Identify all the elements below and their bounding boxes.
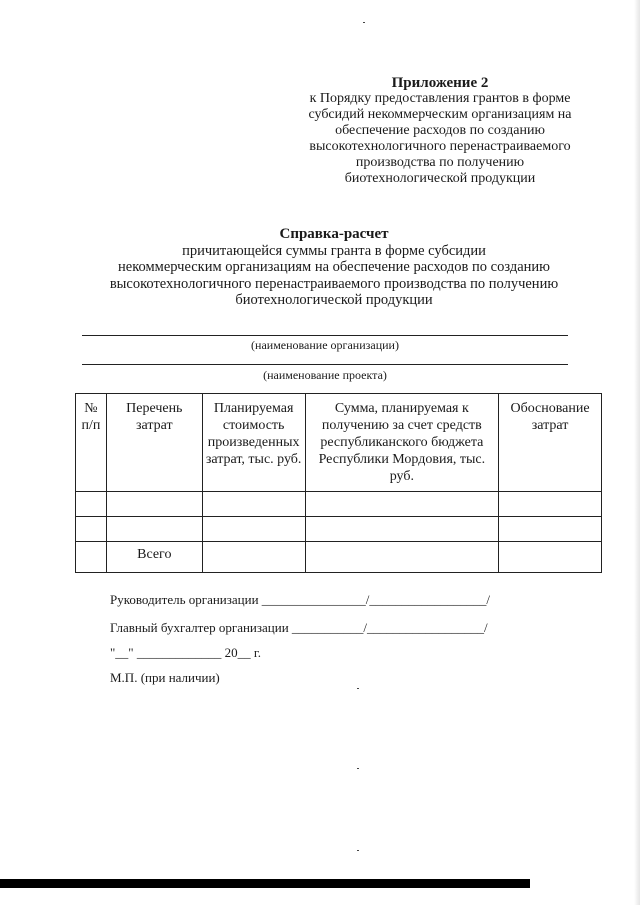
seal-note: М.П. (при наличии) bbox=[110, 670, 220, 685]
table-cell[interactable] bbox=[106, 492, 202, 517]
table-cell[interactable] bbox=[305, 542, 498, 573]
calculation-table bbox=[75, 393, 602, 573]
column-header-planned-cost: Планируемая стоимость произведенных затрат, тыс. руб. bbox=[202, 394, 305, 492]
organization-name-line[interactable] bbox=[82, 335, 568, 336]
scan-speck bbox=[363, 22, 365, 23]
scan-right-edge bbox=[634, 0, 640, 905]
scan-bottom-bar bbox=[0, 879, 530, 888]
appendix-block bbox=[285, 75, 595, 187]
heading-line: биотехнологической продукции bbox=[235, 292, 433, 308]
heading-line: некоммерческим организациям на обеспечение расходов по созданию bbox=[118, 259, 550, 275]
appendix-line: высокотехнологичного перенастраиваемого bbox=[309, 139, 571, 154]
table-total-row bbox=[76, 542, 602, 573]
appendix-line: обеспечение расходов по созданию bbox=[335, 123, 545, 138]
scan-speck bbox=[357, 768, 359, 769]
table-cell[interactable] bbox=[499, 542, 602, 573]
table-cell[interactable] bbox=[76, 492, 107, 517]
scan-speck bbox=[357, 688, 359, 689]
heading-line: высокотехнологичного перенастраиваемого производства по получению bbox=[109, 275, 559, 292]
accountant-signature-line: Главный бухгалтер организации ___________/__________________/ bbox=[110, 620, 488, 635]
table-cell[interactable] bbox=[76, 542, 107, 573]
scan-speck bbox=[357, 850, 359, 851]
table-cell[interactable] bbox=[202, 517, 305, 542]
table-cell[interactable] bbox=[305, 517, 498, 542]
table-cell[interactable] bbox=[202, 542, 305, 573]
appendix-line: производства по получению bbox=[355, 155, 525, 170]
column-header-budget-amount: Сумма, планируемая к получению за счет средств республиканского бюджета Республики Мордовия, тыс. руб. bbox=[305, 394, 498, 492]
appendix-line: к Порядку предоставления грантов в форме bbox=[309, 91, 571, 106]
project-name-caption: (наименование проекта) bbox=[263, 368, 387, 382]
table-header-row bbox=[76, 394, 602, 492]
project-name-line[interactable] bbox=[82, 364, 568, 365]
table-row bbox=[76, 517, 602, 542]
total-label: Всего bbox=[106, 542, 202, 573]
column-header-number: № п/п bbox=[76, 394, 107, 492]
table-cell[interactable] bbox=[76, 517, 107, 542]
appendix-line: субсидий некоммерческим организациям на bbox=[308, 107, 572, 122]
table-cell[interactable] bbox=[499, 492, 602, 517]
appendix-line: биотехнологической продукции bbox=[344, 171, 536, 186]
table-cell[interactable] bbox=[202, 492, 305, 517]
document-title: Справка-расчет bbox=[279, 226, 389, 242]
column-header-justification: Обоснование затрат bbox=[499, 394, 602, 492]
organization-name-caption: (наименование организации) bbox=[251, 338, 399, 352]
table-row bbox=[76, 492, 602, 517]
document-heading bbox=[60, 226, 608, 309]
date-line: "__" _____________ 20__ г. bbox=[110, 645, 261, 660]
table-cell[interactable] bbox=[499, 517, 602, 542]
heading-line: причитающейся суммы гранта в форме субсидии bbox=[182, 242, 486, 259]
appendix-title: Приложение 2 bbox=[391, 75, 489, 91]
table-cell[interactable] bbox=[305, 492, 498, 517]
head-signature-line: Руководитель организации ________________/__________________/ bbox=[110, 592, 491, 607]
column-header-cost-items: Перечень затрат bbox=[106, 394, 202, 492]
table-cell[interactable] bbox=[106, 517, 202, 542]
